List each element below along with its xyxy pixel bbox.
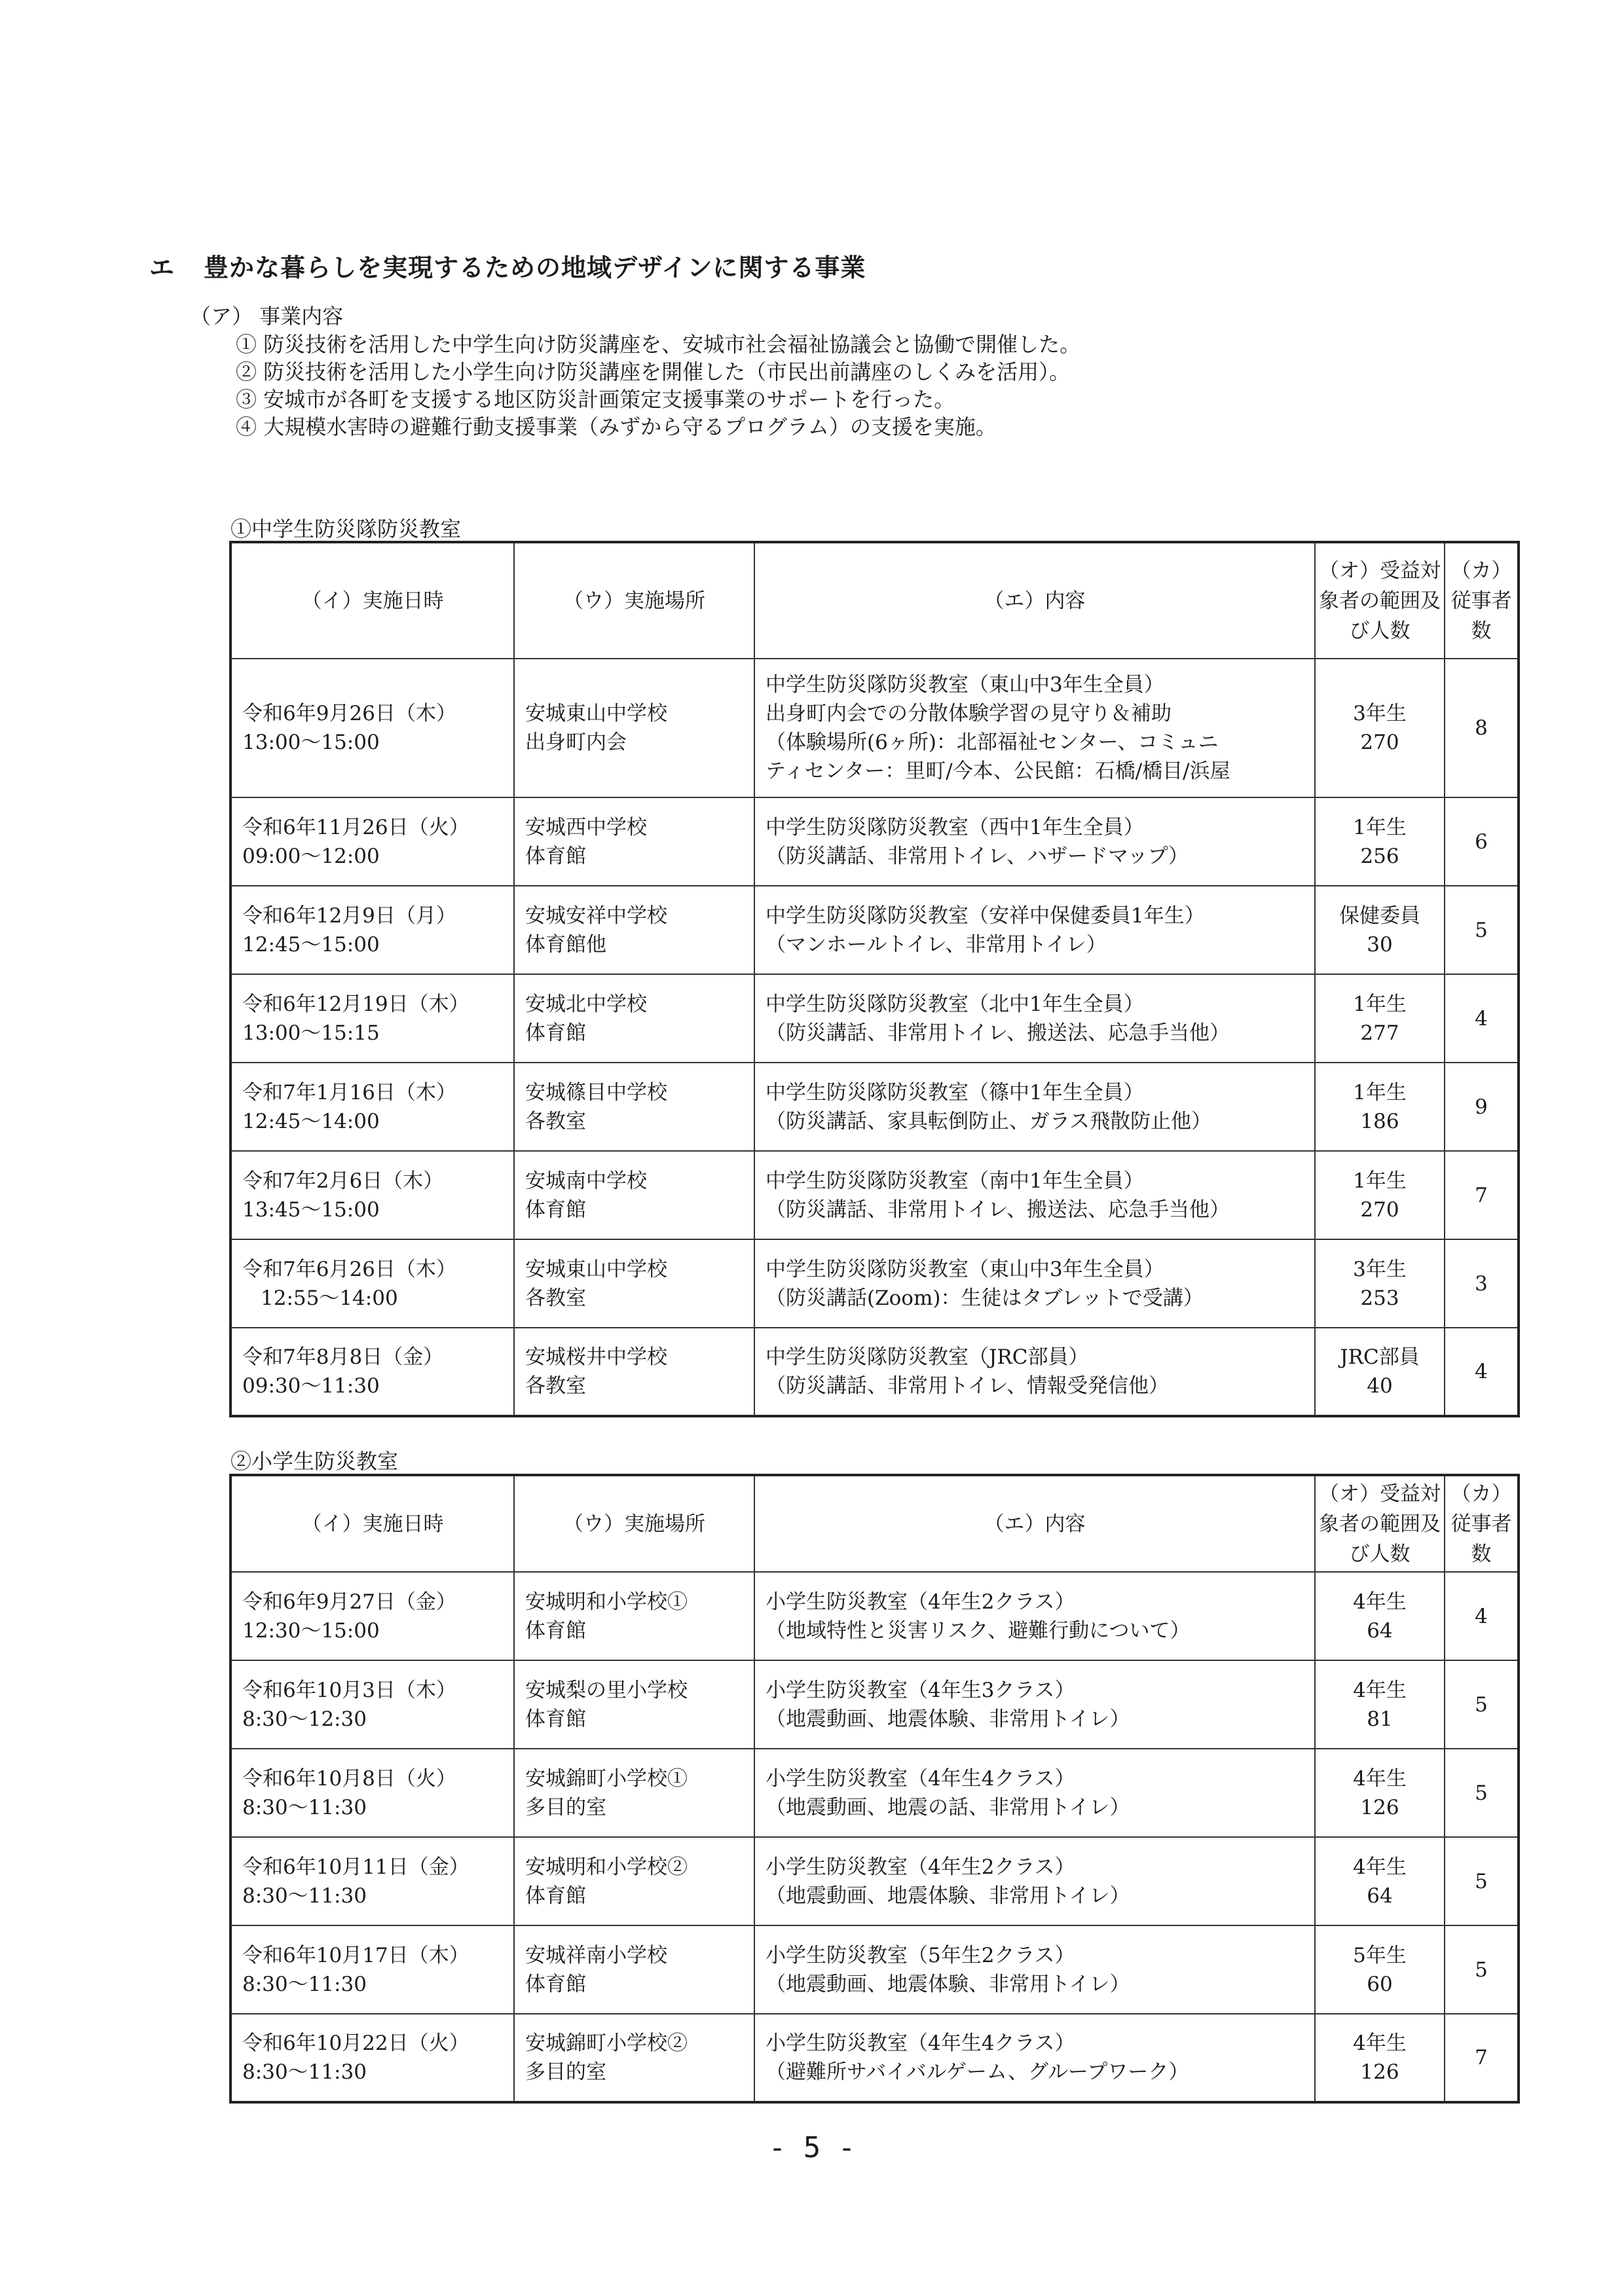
cell-content: 中学生防災隊防災教室（JRC部員） （防災講話、非常用トイレ、情報受発信他）	[754, 1328, 1315, 1416]
cell-content: 中学生防災隊防災教室（南中1年生全員） （防災講話、非常用トイレ、搬送法、応急手当他）	[754, 1151, 1315, 1239]
cell-content: 小学生防災教室（4年生4クラス） （地震動画、地震の話、非常用トイレ）	[754, 1749, 1315, 1837]
table2-title: ②小学生防災教室	[231, 1449, 399, 1474]
table1-title: ①中学生防災隊防災教室	[231, 517, 462, 541]
table-row	[231, 1925, 1519, 2014]
section-mark: エ	[149, 253, 175, 282]
elementary-table	[229, 1474, 1520, 2104]
header-place: （ウ）実施場所	[514, 1475, 754, 1572]
cell-date: 令和7年6月26日（木） 12:55～14:00	[231, 1239, 514, 1328]
cell-content: 中学生防災隊防災教室（東山中3年生全員） 出身町内会での分散体験学習の見守り＆補助 （体験場所(6ヶ所)：北部福祉センター、コミュニ ティセンター：里町/今本、公民館：石橋/橋目/浜屋	[754, 659, 1315, 797]
cell-staff: 6	[1445, 797, 1519, 886]
cell-place: 安城西中学校 体育館	[514, 797, 754, 886]
cell-staff: 5	[1445, 1660, 1519, 1749]
cell-place: 安城明和小学校② 体育館	[514, 1837, 754, 1925]
cell-beneficiaries: 4年生 126	[1315, 2014, 1445, 2102]
table-row	[231, 1151, 1519, 1239]
cell-place: 安城南中学校 体育館	[514, 1151, 754, 1239]
cell-beneficiaries: 1年生 270	[1315, 1151, 1445, 1239]
cell-beneficiaries: 4年生 126	[1315, 1749, 1445, 1837]
table-row	[231, 1063, 1519, 1151]
cell-place: 安城安祥中学校 体育館他	[514, 886, 754, 974]
cell-beneficiaries: 4年生 64	[1315, 1837, 1445, 1925]
table-row	[231, 2014, 1519, 2102]
cell-date: 令和7年1月16日（木） 12:45～14:00	[231, 1063, 514, 1151]
cell-date: 令和6年10月17日（木） 8:30～11:30	[231, 1925, 514, 2014]
cell-content: 中学生防災隊防災教室（東山中3年生全員） （防災講話(Zoom)：生徒はタブレットで受講）	[754, 1239, 1315, 1328]
cell-content: 小学生防災教室（4年生2クラス） （地震動画、地震体験、非常用トイレ）	[754, 1837, 1315, 1925]
table-row	[231, 974, 1519, 1063]
cell-staff: 3	[1445, 1239, 1519, 1328]
table-row	[231, 1239, 1519, 1328]
cell-date: 令和7年8月8日（金） 09:30～11:30	[231, 1328, 514, 1416]
cell-staff: 8	[1445, 659, 1519, 797]
cell-beneficiaries: 4年生 81	[1315, 1660, 1445, 1749]
cell-date: 令和6年10月8日（火） 8:30～11:30	[231, 1749, 514, 1837]
cell-place: 安城明和小学校① 体育館	[514, 1572, 754, 1660]
junior-high-table	[229, 541, 1520, 1417]
cell-content: 小学生防災教室（4年生4クラス） （避難所サバイバルゲーム、グループワーク）	[754, 2014, 1315, 2102]
cell-place: 安城桜井中学校 各教室	[514, 1328, 754, 1416]
table-header-row	[231, 1475, 1519, 1572]
cell-date: 令和6年11月26日（火） 09:00～12:00	[231, 797, 514, 886]
cell-content: 小学生防災教室（4年生2クラス） （地域特性と災害リスク、避難行動について）	[754, 1572, 1315, 1660]
cell-beneficiaries: JRC部員 40	[1315, 1328, 1445, 1416]
cell-content: 中学生防災隊防災教室（篠中1年生全員） （防災講話、家具転倒防止、ガラス飛散防止他）	[754, 1063, 1315, 1151]
cell-date: 令和6年9月27日（金） 12:30～15:00	[231, 1572, 514, 1660]
header-date: （イ）実施日時	[231, 1475, 514, 1572]
cell-staff: 7	[1445, 2014, 1519, 2102]
header-content: （エ）内容	[754, 1475, 1315, 1572]
cell-date: 令和6年10月3日（木） 8:30～12:30	[231, 1660, 514, 1749]
table-row	[231, 1328, 1519, 1416]
table-row	[231, 1837, 1519, 1925]
cell-place: 安城北中学校 体育館	[514, 974, 754, 1063]
list-item: ② 防災技術を活用した小学生向け防災講座を開催した（市民出前講座のしくみを活用）。	[236, 359, 1071, 384]
list-item: ④ 大規模水害時の避難行動支援事業（みずから守るプログラム）の支援を実施。	[236, 414, 997, 439]
cell-place: 安城祥南小学校 体育館	[514, 1925, 754, 2014]
section-heading	[149, 247, 866, 283]
header-beneficiaries: （オ）受益対象者の範囲及び人数	[1315, 1475, 1445, 1572]
cell-content: 小学生防災教室（4年生3クラス） （地震動画、地震体験、非常用トイレ）	[754, 1660, 1315, 1749]
cell-staff: 5	[1445, 886, 1519, 974]
cell-content: 小学生防災教室（5年生2クラス） （地震動画、地震体験、非常用トイレ）	[754, 1925, 1315, 2014]
cell-beneficiaries: 1年生 186	[1315, 1063, 1445, 1151]
header-date: （イ）実施日時	[231, 542, 514, 659]
list-item: ① 防災技術を活用した中学生向け防災講座を、安城市社会福祉協議会と協働で開催した。	[236, 332, 1081, 357]
header-staff: （カ）従事者数	[1445, 542, 1519, 659]
cell-beneficiaries: 1年生 256	[1315, 797, 1445, 886]
cell-place: 安城錦町小学校① 多目的室	[514, 1749, 754, 1837]
cell-staff: 7	[1445, 1151, 1519, 1239]
cell-staff: 4	[1445, 1328, 1519, 1416]
table-row	[231, 1572, 1519, 1660]
header-beneficiaries: （オ）受益対象者の範囲及び人数	[1315, 542, 1445, 659]
cell-date: 令和6年10月22日（火） 8:30～11:30	[231, 2014, 514, 2102]
header-staff: （カ）従事者数	[1445, 1475, 1519, 1572]
cell-place: 安城東山中学校 出身町内会	[514, 659, 754, 797]
cell-date: 令和7年2月6日（木） 13:45～15:00	[231, 1151, 514, 1239]
table-row	[231, 1660, 1519, 1749]
table-row	[231, 1749, 1519, 1837]
table-row	[231, 797, 1519, 886]
cell-place: 安城梨の里小学校 体育館	[514, 1660, 754, 1749]
table-row	[231, 659, 1519, 797]
cell-beneficiaries: 1年生 277	[1315, 974, 1445, 1063]
cell-date: 令和6年9月26日（木） 13:00～15:00	[231, 659, 514, 797]
table-row	[231, 886, 1519, 974]
cell-date: 令和6年10月11日（金） 8:30～11:30	[231, 1837, 514, 1925]
cell-beneficiaries: 3年生 253	[1315, 1239, 1445, 1328]
cell-content: 中学生防災隊防災教室（北中1年生全員） （防災講話、非常用トイレ、搬送法、応急手当他）	[754, 974, 1315, 1063]
cell-staff: 4	[1445, 1572, 1519, 1660]
cell-content: 中学生防災隊防災教室（安祥中保健委員1年生） （マンホールトイレ、非常用トイレ）	[754, 886, 1315, 974]
cell-beneficiaries: 3年生 270	[1315, 659, 1445, 797]
header-content: （エ）内容	[754, 542, 1315, 659]
cell-content: 中学生防災隊防災教室（西中1年生全員） （防災講話、非常用トイレ、ハザードマップ）	[754, 797, 1315, 886]
cell-staff: 5	[1445, 1749, 1519, 1837]
cell-date: 令和6年12月9日（月） 12:45～15:00	[231, 886, 514, 974]
cell-staff: 9	[1445, 1063, 1519, 1151]
cell-place: 安城東山中学校 各教室	[514, 1239, 754, 1328]
cell-beneficiaries: 5年生 60	[1315, 1925, 1445, 2014]
cell-beneficiaries: 4年生 64	[1315, 1572, 1445, 1660]
cell-beneficiaries: 保健委員 30	[1315, 886, 1445, 974]
header-place: （ウ）実施場所	[514, 542, 754, 659]
cell-staff: 5	[1445, 1837, 1519, 1925]
page-number: - 5 -	[768, 2131, 856, 2164]
cell-staff: 5	[1445, 1925, 1519, 2014]
section-title: 豊かな暮らしを実現するための地域デザインに関する事業	[204, 253, 866, 282]
business-items-list	[236, 331, 1080, 441]
cell-staff: 4	[1445, 974, 1519, 1063]
subheading: （ア） 事業内容	[190, 304, 344, 329]
table-header-row	[231, 542, 1519, 659]
list-item: ③ 安城市が各町を支援する地区防災計画策定支援事業のサポートを行った。	[236, 387, 955, 412]
cell-place: 安城篠目中学校 各教室	[514, 1063, 754, 1151]
cell-date: 令和6年12月19日（木） 13:00～15:15	[231, 974, 514, 1063]
cell-place: 安城錦町小学校② 多目的室	[514, 2014, 754, 2102]
